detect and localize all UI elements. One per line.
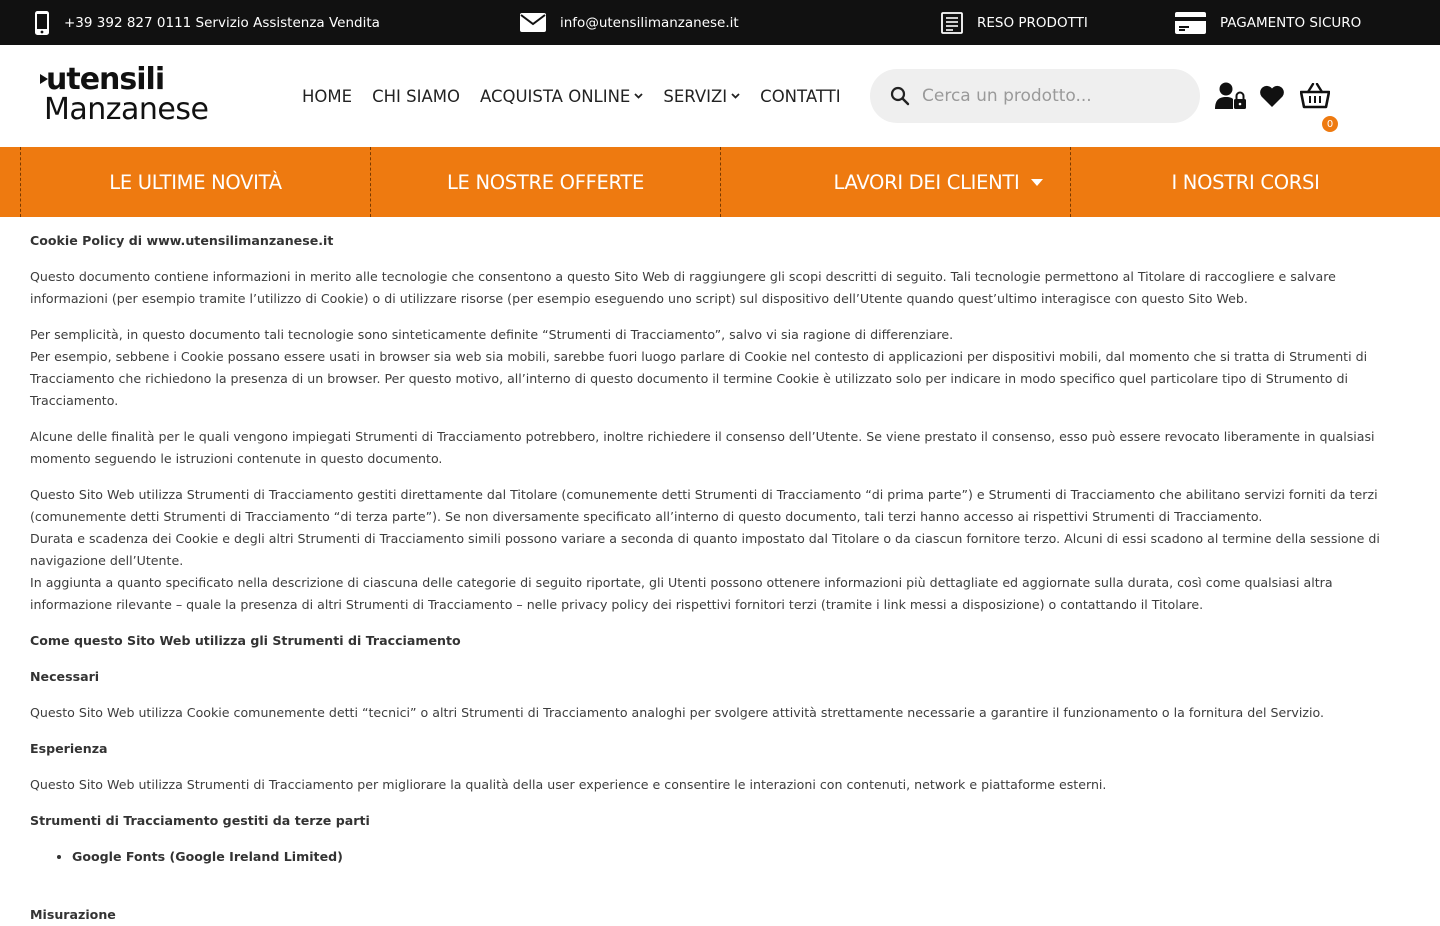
menu-works-label: LAVORI DEI CLIENTI [833,170,1020,194]
nav-shop[interactable] [480,87,643,106]
phone-icon [34,10,50,36]
phone-contact[interactable] [34,0,380,45]
paragraph-consent: Alcune delle finalità per le quali vengono impiegati Strumenti di Tracciamento potrebbero, inoltre richiedere il consenso dell’Utente. Se viene prestato il consenso, esso può essere revocato liberamente in qualsiasi momento seguendo le istruzioni contenute in questo documento. [30,429,1375,466]
third-party-list [30,846,1410,868]
cart-button[interactable] [1300,45,1330,147]
paragraph-experience: Questo Sito Web utilizza Strumenti di Tracciamento per migliorare la qualità della user experience e consentire le interazioni con contenuti, network e piattaforme esterni. [30,777,1107,792]
main-nav [302,45,841,147]
nav-shop-label: ACQUISTA ONLINE [479,86,631,106]
menu-works[interactable] [720,147,1070,217]
chevron-down-icon [731,93,740,99]
payment-text: PAGAMENTO SICURO [1220,14,1362,31]
cookie-policy-content [0,217,1440,926]
heading-necessary: Necessari [30,669,100,684]
paragraph-parties [30,484,1410,616]
list-item[interactable]: • Google Fonts (Google Ireland Limited) [72,846,1410,868]
search-input[interactable] [920,85,1184,107]
heading-how: Come questo Sito Web utilizza gli Strumenti di Tracciamento [30,633,461,648]
orange-menu [0,147,1440,217]
credit-card-icon [1175,12,1206,34]
paragraph-text: Questo Sito Web utilizza Strumenti di Tracciamento gestiti direttamente dal Titolare (comunemente detti Strumenti di Tracciamento “di prima parte”) e Strumenti di Tracciamento che abilitano servizi forniti da terzi (comunemente detti Strumenti di Tracciamento “di terza parte”). Se non diversamente specificato all’interno di questo documento, tali terzi hanno accesso ai rispettivi Strumenti di Tracciamento. [30,487,1378,524]
user-lock-icon [1215,82,1247,110]
paragraph-text: Durata e scadenza dei Cookie e degli altri Strumenti di Tracciamento simili possono variare a seconda di quanto impostato dal Titolare o da ciascun fornitore terzo. Alcuni di essi scadono al termine della sessione di navigazione dell’Utente. [30,531,1380,568]
wishlist-button[interactable] [1259,45,1285,147]
nav-about[interactable]: CHI SIAMO [372,86,460,106]
nav-services[interactable] [663,87,740,106]
payment-link[interactable] [1175,0,1361,45]
heading-third-party: Strumenti di Tracciamento gestiti da terze parti [30,813,370,828]
basket-icon [1300,83,1330,109]
document-list-icon [941,12,963,34]
search-box [870,69,1200,123]
cart-count-badge: 0 [1322,116,1338,132]
menu-courses[interactable]: I NOSTRI CORSI [1070,147,1420,217]
nav-home[interactable]: HOME [302,86,353,106]
site-logo[interactable] [40,62,220,129]
chevron-down-icon [634,93,643,99]
top-bar [0,0,1440,45]
paragraph-definitions [30,324,1410,412]
menu-offers[interactable]: LE NOSTRE OFFERTE [370,147,720,217]
email-contact[interactable] [520,0,739,45]
nav-services-label: SERVIZI [663,86,728,106]
paragraph-text: In aggiunta a quanto specificato nella descrizione di ciascuna delle categorie di seguito riportate, gli Utenti possono ottenere informazioni più dettagliate ed aggiornate sulla durata, così come qualsiasi altra informazione rilevante – quale la presenza di altri Strumenti di Tracciamento – nelle privacy policy dei rispettivi fornitori terzi (tramite i link messi a disposizione) o contattando il Titolare. [30,575,1333,612]
logo-line1: utensili [46,62,165,97]
search-icon[interactable] [890,86,910,106]
page-title: Cookie Policy di www.utensilimanzanese.it [30,233,334,248]
paragraph-text: Per esempio, sebbene i Cookie possano essere usati in browser sia web sia mobili, sarebbe fuori luogo parlare di Cookie nel contesto di applicazioni per dispositivi mobili, dal momento che si tratta di Strumenti di Tracciamento che richiedono la presenza di un browser. Per questo motivo, all’interno di questo documento il termine Cookie è utilizzato solo per indicare in modo specifico quel particolare tipo di Strumento di Tracciamento. [30,349,1368,408]
nav-contacts[interactable]: CONTATTI [760,86,841,106]
paragraph-necessary: Questo Sito Web utilizza Cookie comunemente detti “tecnici” o altri Strumenti di Tracciamento analoghi per svolgere attività strettamente necessarie a garantire il funzionamento o la fornitura del Servizio. [30,705,1324,720]
account-button[interactable] [1215,45,1247,147]
paragraph-text: Per semplicità, in questo documento tali tecnologie sono sinteticamente definite “Strumenti di Tracciamento”, salvo vi sia ragione di differenziare. [30,327,954,342]
returns-text: RESO PRODOTTI [977,14,1088,31]
menu-news[interactable]: LE ULTIME NOVITÀ [20,147,370,217]
main-header [0,45,1440,147]
envelope-icon [520,13,546,32]
returns-link[interactable] [941,0,1088,45]
heart-icon [1259,85,1285,108]
heading-experience: Esperienza [30,741,108,756]
caret-down-icon [1031,179,1043,186]
heading-measurement: Misurazione [30,907,116,922]
email-text: info@utensilimanzanese.it [560,14,739,31]
logo-line2: Manzanese [44,92,209,127]
paragraph-intro: Questo documento contiene informazioni in merito alle tecnologie che consentono a questo Sito Web di raggiungere gli scopi descritti di seguito. Tali tecnologie permettono al Titolare di raccogliere e salvare informazioni (per esempio tramite l’utilizzo di Cookie) o di utilizzare risorse (per esempio eseguendo uno script) sul dispositivo dell’Utente quando quest’ultimo interagisce con questo Sito Web. [30,269,1336,306]
phone-text: +39 392 827 0111 Servizio Assistenza Vendita [64,14,380,31]
